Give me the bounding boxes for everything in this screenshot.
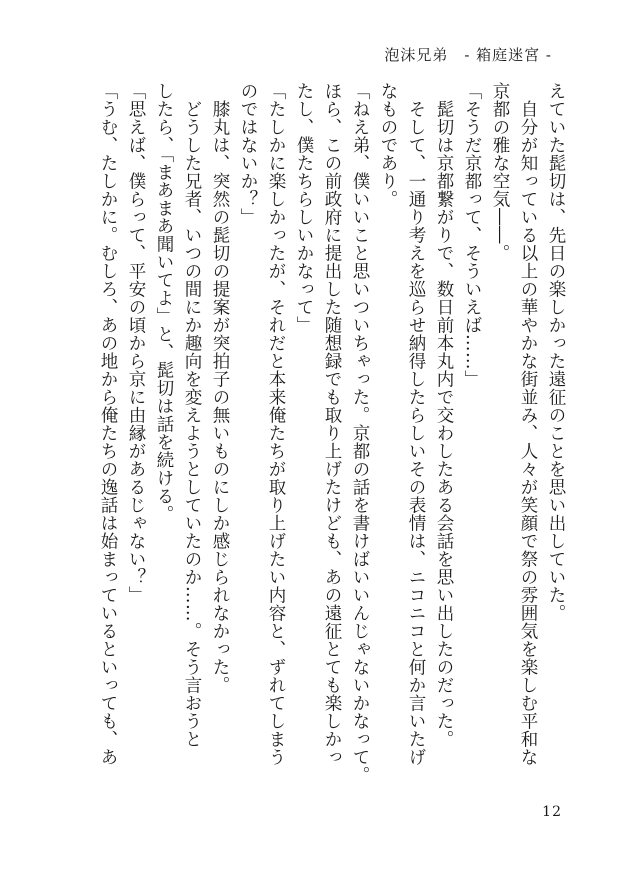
text-line: 「うむ、たしかに。むしろ、あの地から俺たちの逸話は始まっているといっても、あ bbox=[98, 82, 118, 766]
text-line: そして、一通り考えを巡らせ納得したらしいその表情は、ニコニコと何か言いたげ bbox=[406, 82, 426, 766]
text-line: なものであり。 bbox=[378, 82, 398, 208]
text-line: たし、僕たちらしいかなって」 bbox=[294, 82, 314, 334]
running-header: 泡沫兄弟 - 箱庭迷宮 - bbox=[384, 46, 552, 64]
text-line: 「ねえ弟、僕いいこと思いついちゃった。京都の話を書けばいいんじゃないかなって。 bbox=[350, 82, 370, 784]
text-line: のではないか？」 bbox=[238, 82, 258, 226]
text-line: 京都の雅な空気――。 bbox=[490, 82, 510, 262]
text-line: どうした兄者、いつの間にか趣向を変えようとしていたのか……。そう言おうと bbox=[182, 82, 202, 748]
text-line: 「たしかに楽しかったが、それだと本来俺たちが取り上げたい内容と、ずれてしまう bbox=[266, 82, 286, 766]
text-line: えていた髭切は、先日の楽しかった遠征のことを思い出していた。 bbox=[546, 82, 566, 622]
text-line: 髭切は京都繋がりで、数日前本丸内で交わしたある会話を思い出したのだった。 bbox=[434, 82, 454, 748]
text-line: ほら、この前政府に提出した随想録でも取り上げたけども、あの遠征とても楽しかっ bbox=[322, 82, 342, 766]
text-line: 自分が知っている以上の華やかな街並み、人々が笑顔で祭の雰囲気を楽しむ平和な bbox=[518, 82, 538, 766]
text-line: したら、「まあまあ聞いてよ」と、髭切は話を続ける。 bbox=[154, 82, 174, 524]
text-line: 膝丸は、突然の髭切の提案が突拍子の無いものにしか感じられなかった。 bbox=[210, 82, 230, 694]
text-line: 「思えば、僕らって、平安の頃から京に由縁があるじゃない？」 bbox=[126, 82, 146, 604]
text-line: 「そうだ京都って、そういえば……」 bbox=[462, 82, 482, 388]
page-number: 12 bbox=[542, 804, 562, 820]
body-text bbox=[70, 82, 570, 798]
